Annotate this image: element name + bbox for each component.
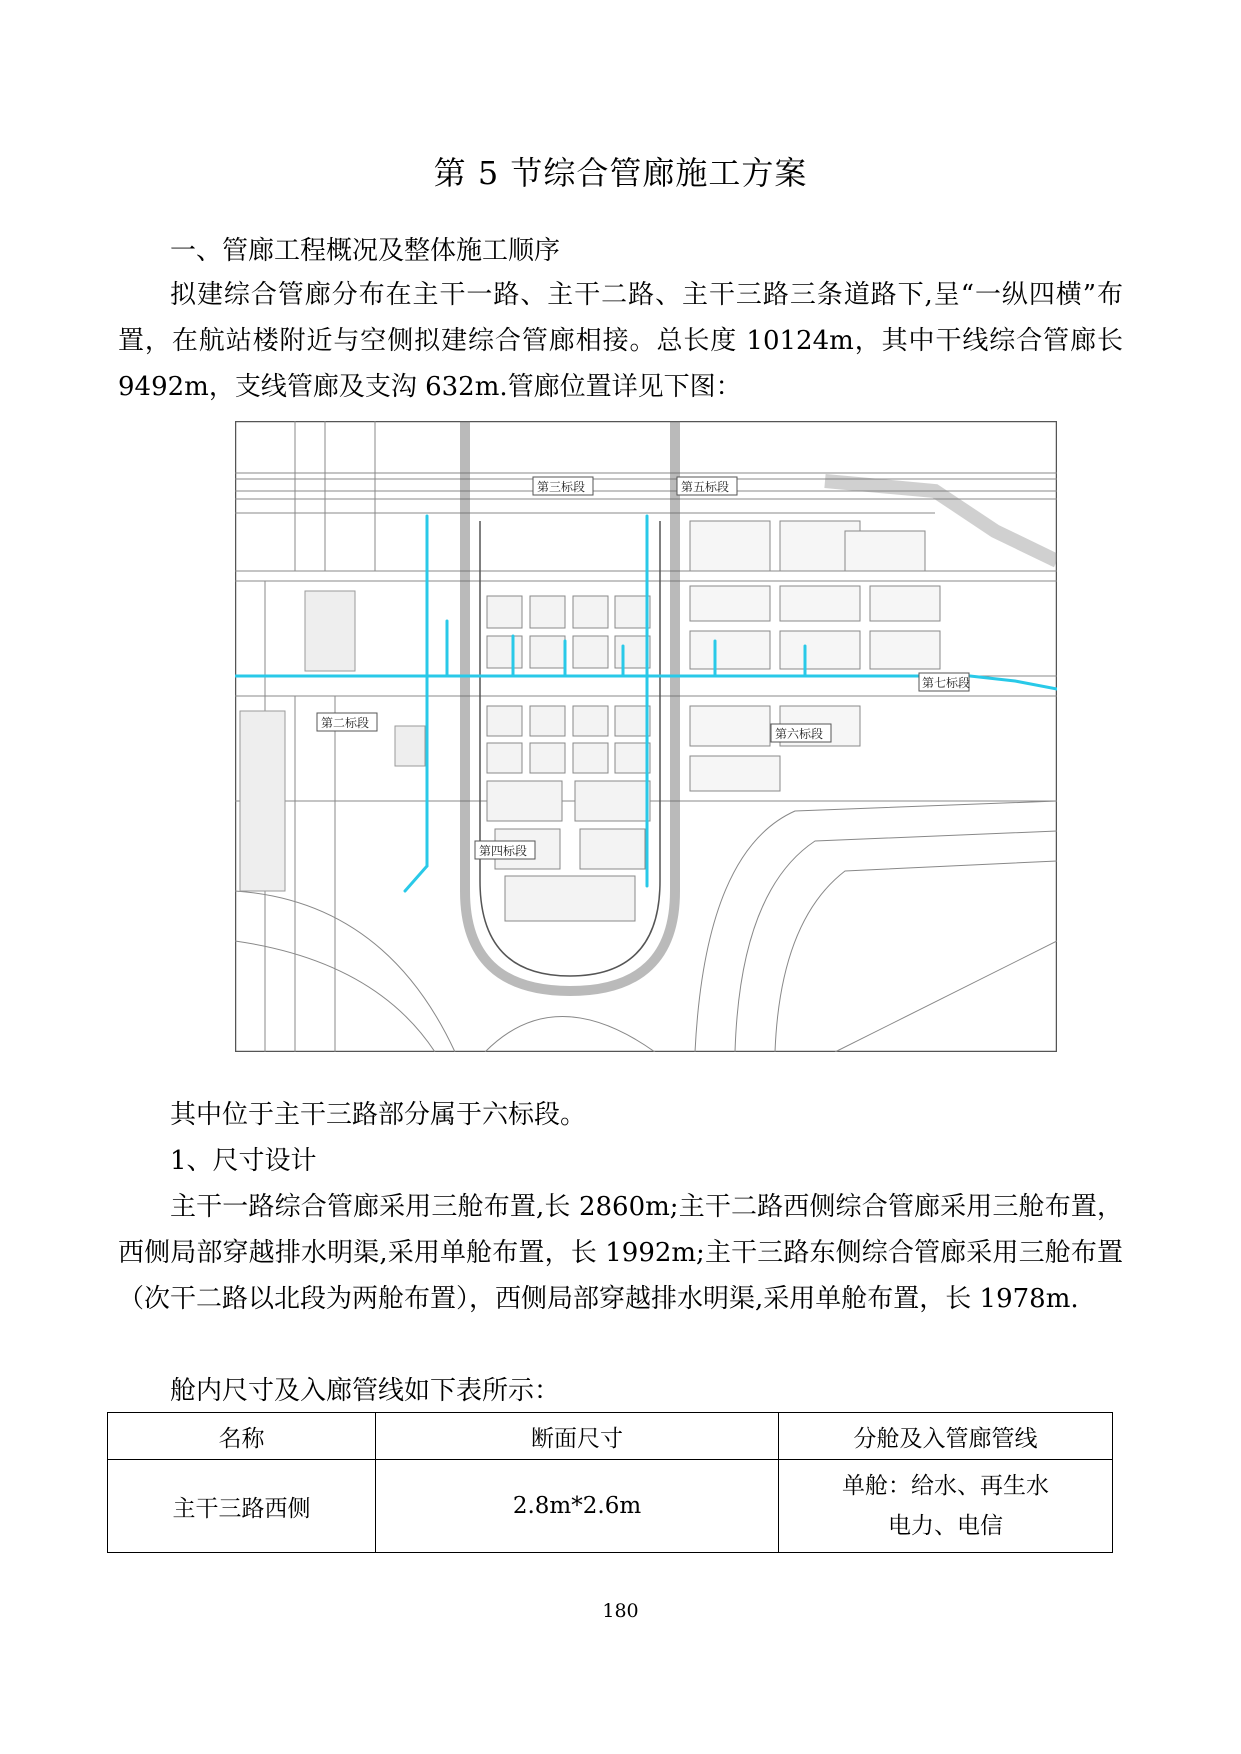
table-header-row (108, 1413, 1113, 1460)
table-row (108, 1460, 1113, 1553)
section-heading-1: 一、管廊工程概况及整体施工顺序 (170, 236, 561, 266)
label-seg4: 第四标段 (479, 844, 528, 858)
cell-name: 主干三路西侧 (108, 1460, 376, 1553)
cabin-size-table (107, 1412, 1113, 1553)
cell-lines-1: 单舱：给水、再生水 (842, 1473, 1049, 1499)
paragraph-table-intro: 舱内尺寸及入廊管线如下表所示： (170, 1376, 561, 1406)
page-title: 第 5 节综合管廊施工方案 (433, 154, 808, 192)
cell-lines (779, 1460, 1113, 1553)
paragraph-size-design: 主干一路综合管廊采用三舱布置,长 2860m;主干二路西侧综合管廊采用三舱布置，西侧局部穿越排水明渠,采用单舱布置，长 1992m;主干三路东侧综合管廊采用三舱布置（次干二路以北段为两舱布置），西侧局部穿越排水明渠,采用单舱布置，长 1978m. (118, 1192, 1123, 1314)
label-seg7: 第七标段 (922, 676, 971, 690)
header-name: 名称 (108, 1413, 376, 1460)
section-heading-2: 1、尺寸设计 (170, 1146, 317, 1176)
gallery-layout-map (235, 421, 1057, 1052)
label-seg6: 第六标段 (775, 727, 824, 741)
page-number: 180 (602, 1600, 639, 1622)
cell-size: 2.8m*2.6m (376, 1460, 779, 1553)
cell-lines-2: 电力、电信 (888, 1513, 1003, 1539)
label-seg2: 第二标段 (321, 716, 370, 730)
label-seg3: 第三标段 (537, 480, 586, 494)
label-seg5: 第五标段 (681, 480, 730, 494)
paragraph-overview: 拟建综合管廊分布在主干一路、主干二路、主干三路三条道路下,呈“一纵四横”布置，在航站楼附近与空侧拟建综合管廊相接。总长度 10124m，其中干线综合管廊长 9492m，支线管廊及支沟 632m.管廊位置详见下图： (118, 280, 1123, 402)
header-size: 断面尺寸 (376, 1413, 779, 1460)
paragraph-segment: 其中位于主干三路部分属于六标段。 (170, 1100, 587, 1130)
header-lines: 分舱及入管廊管线 (779, 1413, 1113, 1460)
